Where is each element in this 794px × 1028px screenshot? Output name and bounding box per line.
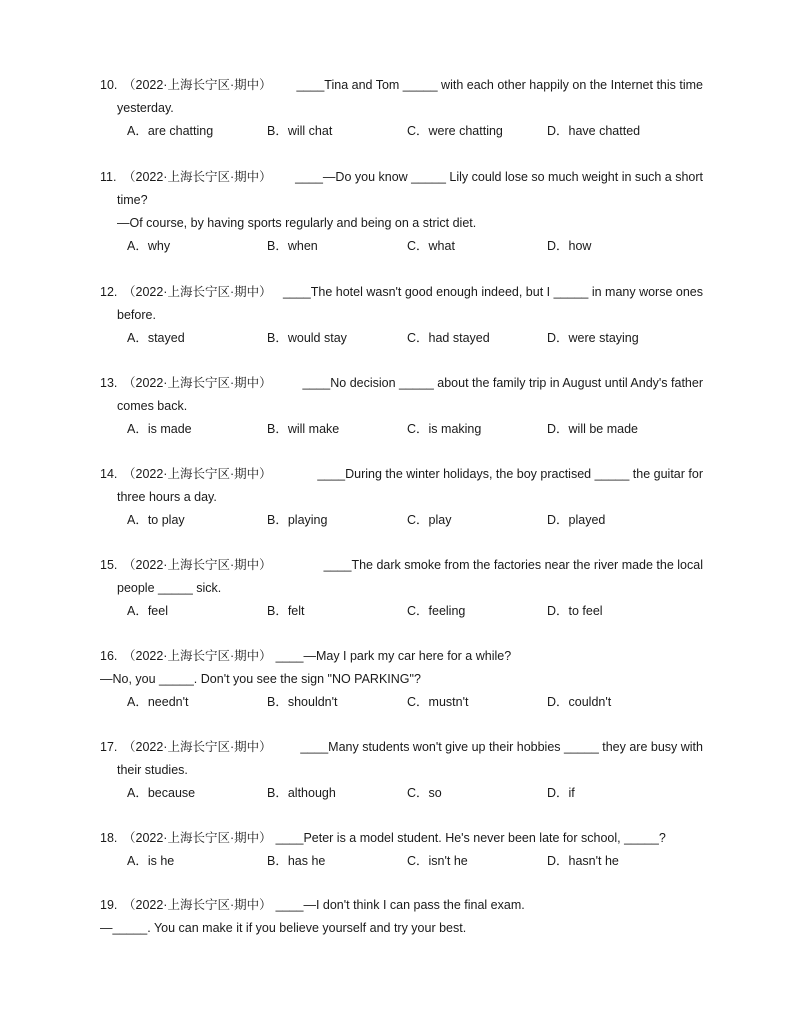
question-number: 13. [100,376,118,390]
question-text: ____The hotel wasn't good enough indeed, but I _____ in many worse ones [282,285,703,299]
question-text: ____—May I park my car here for a while? [275,649,512,663]
question-number: 10. [100,78,118,92]
option-c[interactable]: C．were chatting [407,124,503,138]
option-c[interactable]: C．had stayed [407,331,490,345]
answer-options [127,850,703,873]
option-b[interactable]: B．has he [267,854,326,868]
question-source: （2022·上海长宁区·期中） [123,376,272,390]
question-stem [100,827,703,850]
question-text-continued: yesterday. [117,101,174,115]
question-text-continued: before. [117,308,156,322]
dialogue-reply: —No, you _____. Don't you see the sign "NO PARKING"? [100,672,421,686]
option-d[interactable]: D．hasn't he [547,854,619,868]
question-text: ____During the winter holidays, the boy practised _____ the guitar for [317,467,703,481]
option-d[interactable]: D．played [547,513,606,527]
option-d[interactable]: D．have chatted [547,124,641,138]
option-d[interactable]: D．will be made [547,422,639,436]
answer-options [127,691,703,714]
question-stem [100,463,703,486]
question-text-continued: three hours a day. [117,490,217,504]
question-source: （2022·上海长宁区·期中） [123,831,272,845]
question-text: ____—I don't think I can pass the final exam. [275,898,525,912]
option-a[interactable]: A．are chatting [127,124,214,138]
answer-options [127,120,703,143]
option-b[interactable]: B．would stay [267,331,347,345]
option-b[interactable]: B．playing [267,513,328,527]
question-13 [100,372,703,441]
answer-options [127,327,703,350]
question-text: ____Peter is a model student. He's never been late for school, _____? [275,831,666,845]
question-18 [100,827,703,873]
dialogue-reply: —Of course, by having sports regularly and being on a strict diet. [117,216,477,230]
answer-options [127,235,703,258]
option-b[interactable]: B．shouldn't [267,695,338,709]
question-text-continued: comes back. [117,399,188,413]
option-b[interactable]: B．will chat [267,124,333,138]
question-14 [100,463,703,532]
question-number: 11. [100,170,117,184]
question-text: ____Many students won't give up their hobbies _____ they are busy with [300,740,703,754]
answer-options [127,600,703,623]
question-16 [100,645,703,714]
question-text: ____—Do you know _____ Lily could lose so much weight in such a short [295,170,703,184]
option-a[interactable]: A．why [127,239,171,253]
question-source: （2022·上海长宁区·期中） [123,558,272,572]
option-d[interactable]: D．were staying [547,331,639,345]
question-stem [100,74,703,97]
question-stem [100,894,703,917]
question-stem [100,736,703,759]
option-c[interactable]: C．so [407,786,442,800]
question-10 [100,74,703,143]
question-17 [100,736,703,805]
question-text: ____Tina and Tom _____ with each other happily on the Internet this time [296,78,703,92]
option-a[interactable]: A．needn't [127,695,189,709]
option-b[interactable]: B．felt [267,604,305,618]
question-19 [100,894,703,940]
question-source: （2022·上海长宁区·期中） [123,78,272,92]
option-d[interactable]: D．to feel [547,604,603,618]
option-c[interactable]: C．play [407,513,452,527]
question-stem [100,645,703,668]
question-text-continued: their studies. [117,763,188,777]
question-text-continued: time? [117,193,148,207]
question-source: （2022·上海长宁区·期中） [123,740,272,754]
option-d[interactable]: D．if [547,786,575,800]
answer-options [127,418,703,441]
question-source: （2022·上海长宁区·期中） [123,467,272,481]
question-number: 15. [100,558,118,572]
option-c[interactable]: C．what [407,239,455,253]
question-source: （2022·上海长宁区·期中） [123,898,272,912]
question-11 [100,166,703,258]
option-c[interactable]: C．isn't he [407,854,468,868]
question-source: （2022·上海长宁区·期中） [123,285,272,299]
option-a[interactable]: A．to play [127,513,185,527]
question-number: 12. [100,285,118,299]
question-15 [100,554,703,623]
option-a[interactable]: A．stayed [127,331,185,345]
option-d[interactable]: D．couldn't [547,695,612,709]
option-a[interactable]: A．because [127,786,196,800]
option-b[interactable]: B．although [267,786,336,800]
dialogue-reply: —_____. You can make it if you believe yourself and try your best. [100,921,467,935]
option-b[interactable]: B．will make [267,422,340,436]
question-source: （2022·上海长宁区·期中） [123,170,272,184]
answer-options [127,782,703,805]
question-12 [100,281,703,350]
option-c[interactable]: C．mustn't [407,695,469,709]
question-text-continued: people _____ sick. [117,581,222,595]
option-a[interactable]: A．feel [127,604,168,618]
question-text: ____No decision _____ about the family trip in August until Andy's father [302,376,703,390]
question-number: 17. [100,740,118,754]
question-number: 16. [100,649,118,663]
option-b[interactable]: B．when [267,239,318,253]
option-c[interactable]: C．is making [407,422,482,436]
option-a[interactable]: A．is made [127,422,192,436]
question-stem [100,372,703,395]
option-d[interactable]: D．how [547,239,592,253]
answer-options [127,509,703,532]
option-a[interactable]: A．is he [127,854,175,868]
option-c[interactable]: C．feeling [407,604,466,618]
question-stem [100,554,703,577]
question-stem [100,166,703,189]
question-number: 18. [100,831,118,845]
question-stem [100,281,703,304]
question-text: ____The dark smoke from the factories near the river made the local [323,558,703,572]
question-source: （2022·上海长宁区·期中） [123,649,272,663]
question-number: 14. [100,467,118,481]
question-number: 19. [100,898,118,912]
